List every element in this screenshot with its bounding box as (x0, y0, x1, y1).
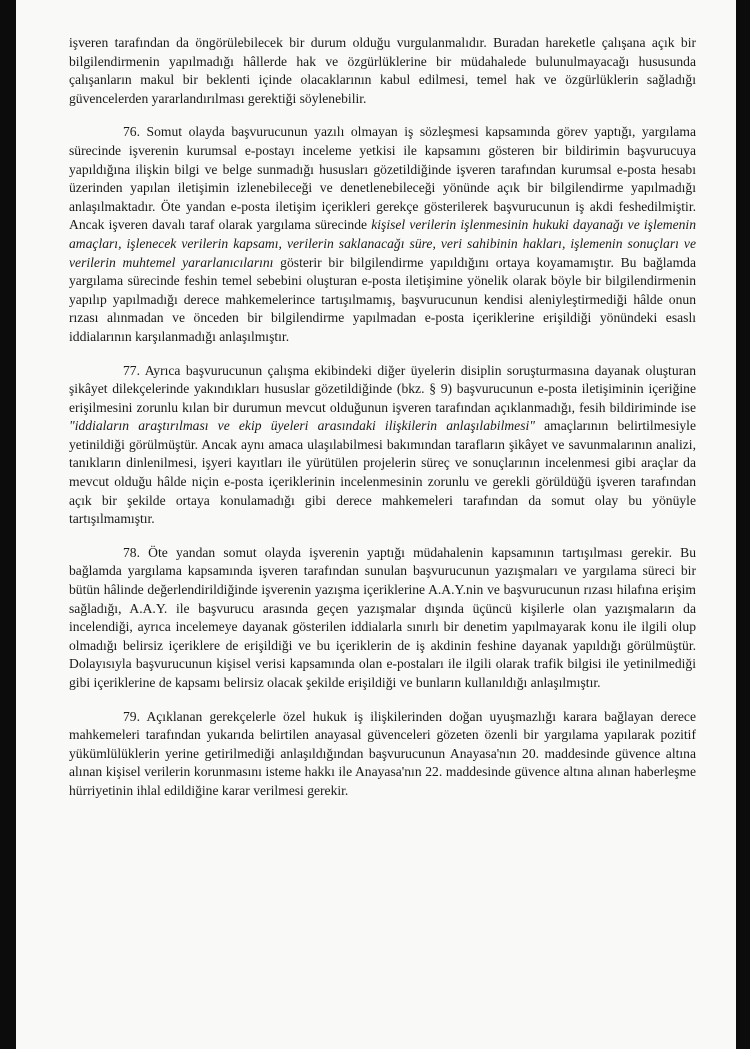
paragraph-number: 78. (123, 544, 140, 560)
paragraph-77 (69, 362, 696, 529)
document-page (16, 0, 736, 1049)
paragraph-text: Açıklanan gerekçelerle özel hukuk iş ilişkilerinden doğan uyuşmazlığı karara bağlayan derece mahkemeleri tarafından yukarıda belirtilen anayasal güvenceleri gözeten özenli bir yargılama yapılarak pozitif yükümlülüklerin yerine getirilmediği anlaşıldığından başvurucunun Anayasa'nın 20. maddesinde güvence altına alınan kişisel verilerin korunmasını isteme hakkı ile Anayasa'nın 22. maddesinde güvence altına alınan haberleşme hürriyetinin ihlal edildiğine karar verilmesi gerekir. (69, 708, 696, 798)
paragraph-italic-text: "iddiaların araştırılması ve ekip üyeleri arasındaki ilişkilerin anlaşılabilmesi" (69, 418, 535, 434)
paragraph-text: gösterir bir bilgilendirme yapıldığını ortaya koyamamıştır. Bu bağlamda yargılama sürecinde feshin temel sebebini oluşturan e-posta iletişimine yönelik olarak böyle bir bilgilendirmenin yapılıp yapılmadığı derece mahkemelerince tartışılmamış, başvurucunun kendisi aleniyleştirmediği hâlde onun rızası alınmadan ve önceden bir bilgilendirme yapılmadan e-posta içeriklerine erişildiği yönündeki esaslı iddialarının karşılanmadığı anlaşılmıştır. (69, 254, 696, 344)
paragraph-number: 79. (123, 708, 140, 724)
paragraph-76 (69, 123, 696, 346)
paragraph-79 (69, 708, 696, 801)
paragraph-number: 76. (123, 124, 140, 140)
paragraph-number: 77. (123, 362, 140, 378)
paragraph-text: Ayrıca başvurucunun çalışma ekibindeki diğer üyelerin disiplin soruşturmasına dayanak oluşturan şikâyet dilekçelerinde yakındıkları hususlar gözetildiğinde (bkz. § 9) başvurucunun e-posta iletişiminin içeriğine erişilmesini zorunlu kılan bir durumun mevcut olduğunun işveren tarafından açıklanmadığı, fesih bildiriminde ise (69, 362, 696, 415)
paragraph-italic-text: kişisel verilerin işlenmesinin hukuki dayanağı ve işlemenin amaçları, işlenecek verilerin kapsamı, verilerin saklanacağı süre, veri sahibinin hakları, işlemenin sonuçları ve verilerin muhtemel yararlanıcılarını (69, 217, 696, 270)
paragraph-text: işveren tarafından da öngörülebilecek bir durum olduğu vurgulanmalıdır. Buradan hareketle çalışana açık bir bilgilendirmenin yapılmadığı hâllerde hak ve özgürlüklerine bir müdahalede bulunulmayacağı hususunda çalışanların makul bir beklenti içinde olacaklarının kabul edilmesi, temel hak ve özgürlüklerin sağladığı güvencelerden yararlandırılması gerektiği söylenebilir. (69, 35, 696, 106)
scan-border-right (736, 0, 750, 1049)
paragraph-78 (69, 544, 696, 693)
scan-border-left (0, 0, 16, 1049)
paragraph-text: Somut olayda başvurucunun yazılı olmayan iş sözleşmesi kapsamında görev yaptığı, yargılama sürecinde işverenin kurumsal e-postayı inceleme yetkisi ile kapsamını gösteren bir bildirimin başvurucuya yapıldığına ilişkin bilgi ve belge sunmadığı hususları gözetildiğinde işveren tarafından kurumsal e-posta hesabı üzerinden yapılan iletişimin izlenebileceği ve denetlenebileceği yönünde açık bir bilgilendirme yapılmadığı anlaşılmaktadır. Öte yandan e-posta iletişim içerikleri gerekçe gösterilerek başvurucunun iş akdi feshedilmiştir. Ancak işveren davalı taraf olarak yargılama sürecinde (69, 124, 696, 233)
paragraph-text: Öte yandan somut olayda işverenin yaptığı müdahalenin kapsamının tartışılması gerekir. Bu bağlamda yargılama kapsamında işveren tarafından sunulan başvurucunun yazışmaları ve yargılama süreci bir bütün hâlinde değerlendirildiğinde işverenin yazışma içeriklerine A.A.Y.nin ve başvurucunun rızası hilafına erişim sağladığı, A.A.Y. ile başvurucu arasında geçen yazışmalar dışında üçüncü kişilerle olan yazışmaların da incelendiği, ayrıca incelemeye dayanak gösterilen iddialarla sınırlı bir denetim yapılmayarak konu ile ilgili olup olmadığı belirsiz içeriklere de erişildiği ve bu içeriklerin de iş akdinin feshine dayanak yapıldığı görülmüştür. Dolayısıyla başvurucunun kişisel verisi kapsamında olan e-postaları ile ilgili olarak trafik bilgisi ile yetinilmediği gibi içeriklerine de kapsamı belirsiz olacak şekilde erişildiği ve bunların kullanıldığı anlaşılmıştır. (69, 544, 696, 690)
paragraph-continuation (69, 34, 696, 108)
document-body (69, 34, 696, 801)
paragraph-text: amaçlarının belirtilmesiyle yetinildiği görülmüştür. Ancak aynı amaca ulaşılabilmesi bakımından tarafların şikâyet ve savunmalarının analizi, tanıkların dinlenilmesi, işyeri kayıtları ile yürütülen projelerin süreç ve sonuçlarının incelenmesi gibi araçlar da mevcut olduğu hâlde niçin e-posta içeriklerinin incelenmesinin zorunlu ve gerekli görüldüğü işveren tarafından açık bir şekilde ortaya konulamadığı gibi derece mahkemeleri tarafından da somut olay bu yönüyle tartışılmamıştır. (69, 418, 696, 527)
